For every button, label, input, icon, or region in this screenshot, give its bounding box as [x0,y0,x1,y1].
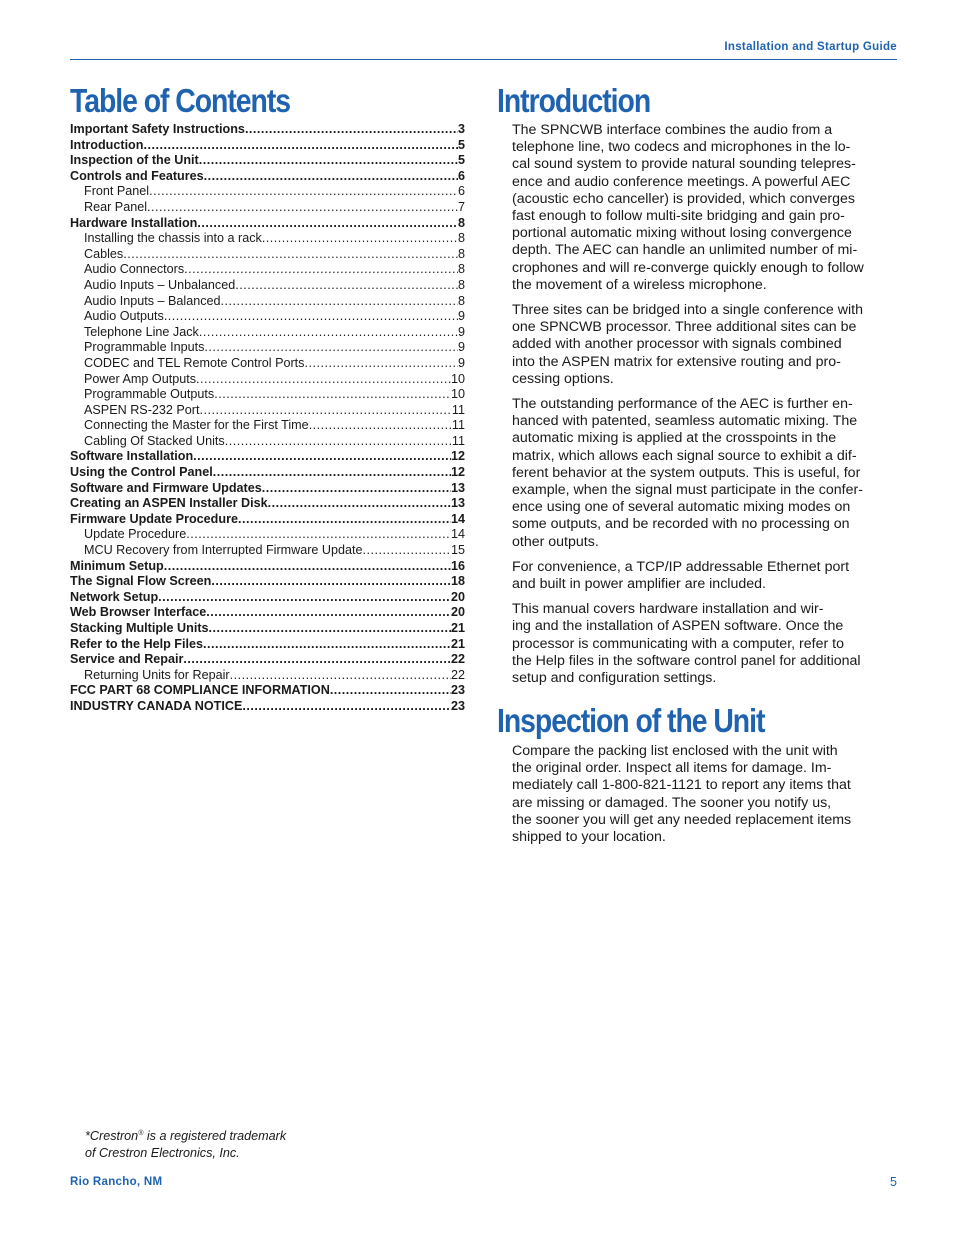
toc-entry-page: 20 [450,605,465,620]
toc-leader-dots [268,496,451,512]
toc-leader-dots [158,590,451,606]
toc-entry-page: 9 [457,324,465,339]
inspection-heading: Inspection of the Unit [497,702,765,739]
toc-subentry [70,340,465,356]
toc-subentry [70,387,465,403]
toc-entry-page: 10 [450,387,465,402]
toc-entry-page: 18 [450,574,465,589]
toc-entry-title: Cabling Of Stacked Units [84,433,225,448]
toc-entry [70,449,465,465]
toc-leader-dots [213,465,451,481]
toc-leader-dots [204,169,458,185]
toc-subentry [70,262,465,278]
toc-entry [70,699,465,715]
toc-leader-dots [214,387,451,403]
footnote-prefix: *Crestron [85,1129,139,1144]
toc-entry-page: 23 [450,698,465,713]
toc-entry-title: FCC PART 68 COMPLIANCE INFORMATION [70,683,330,698]
trademark-footnote [85,1126,286,1161]
toc-leader-dots [211,574,451,590]
toc-entry [70,512,465,528]
toc-subentry [70,294,465,310]
toc-entry-page: 10 [450,371,465,386]
toc-entry-page: 8 [457,246,465,261]
toc-subentry [70,356,465,372]
toc-leader-dots [238,512,451,528]
toc-entry-title: Network Setup [70,589,159,604]
toc-entry-page: 14 [450,527,465,542]
toc-entry-title: Programmable Outputs [84,387,215,402]
toc-entry-page: 20 [450,589,465,604]
toc-leader-dots [245,122,458,138]
inspection-paragraph: Compare the packing list enclosed with the unit with the original order. Inspect all items for damage. Im- mediately call 1-800-821-1121 to report any items that are missing or damaged. The sooner you notify us, the sooner you will get any needed replacement items shipped to your location. [512,743,852,846]
toc-leader-dots [200,403,452,419]
footer-location: Rio Rancho, NM [70,1176,163,1188]
toc-leader-dots [123,247,458,263]
toc-entry [70,559,465,575]
toc-entry-page: 11 [451,433,465,448]
toc-subentry [70,668,465,684]
toc-leader-dots [304,356,458,372]
toc-entry-title: Important Safety Instructions [70,122,245,136]
introduction-body [512,122,900,695]
toc-leader-dots [147,200,458,216]
toc-subentry [70,309,465,325]
toc-leader-dots [330,683,451,699]
toc-entry-title: Audio Outputs [84,309,164,324]
toc-subentry [70,418,465,434]
toc-entry-title: Minimum Setup [70,558,164,573]
toc-entry [70,683,465,699]
toc-entry-title: Telephone Line Jack [84,324,199,339]
toc-entry-title: Cables [84,246,124,261]
toc-entry-title: Controls and Features [70,168,204,183]
toc-entry [70,590,465,606]
toc-leader-dots [164,309,458,325]
toc-entry [70,216,465,232]
toc-entry-title: Service and Repair [70,652,184,667]
toc-entry-page: 23 [450,683,465,698]
toc-entry-title: Firmware Update Procedure [70,511,238,526]
toc-leader-dots [203,637,451,653]
toc-entry-page: 22 [450,667,465,682]
toc-entry-page: 12 [450,449,465,464]
toc-entry-title: Installing the chassis into a rack [84,231,262,246]
toc-entry-title: Update Procedure [84,527,187,542]
toc-entry-title: Audio Inputs – Balanced [84,293,221,308]
running-header: Installation and Startup Guide [724,41,897,53]
table-of-contents [70,122,465,715]
toc-entry [70,465,465,481]
footnote-line1: is a registered trademark [143,1129,287,1144]
toc-entry-title: MCU Recovery from Interrupted Firmware Update [84,543,363,558]
introduction-paragraph: The SPNCWB interface combines the audio from a telephone line, two codecs and microphones in the lo- cal sound system to provide natural sounding telepres- ence and audio conference meetings. A powerful AEC (acoustic echo canceller) is provided, which converges fast enough to follow multi-site bridging and gain pro- portional automatic mixing without losing convergence depth. The AEC can handle an unlimited number of mi- crophones and will re-converge quickly enough to follow the movement of a wireless microphone. [512,122,864,293]
toc-entry-page: 5 [457,137,465,152]
toc-leader-dots [143,138,458,154]
toc-entry-title: The Signal Flow Screen [70,574,212,589]
toc-entry-page: 21 [450,636,465,651]
introduction-paragraph: Three sites can be bridged into a single conference with one SPNCWB processor. Three additional sites can be added with another processor with signals combined into the ASPEN matrix for extensive routing and pro- cessing options. [512,302,863,387]
toc-entry-title: Audio Connectors [84,262,185,277]
toc-leader-dots [193,449,451,465]
toc-entry-title: Audio Inputs – Unbalanced [84,277,236,292]
toc-subentry [70,247,465,263]
toc-entry [70,122,465,138]
toc-leader-dots [230,668,451,684]
toc-subentry [70,325,465,341]
toc-entry-title: Using the Control Panel [70,465,213,480]
toc-entry-title: Rear Panel [84,199,148,214]
toc-entry [70,637,465,653]
toc-subentry [70,543,465,559]
toc-subentry [70,200,465,216]
toc-entry-title: Software and Firmware Updates [70,480,262,495]
toc-entry-title: Programmable Inputs [84,340,205,355]
toc-entry-page: 13 [450,480,465,495]
toc-subentry [70,527,465,543]
toc-entry-page: 21 [450,621,465,635]
toc-entry-page: 15 [450,543,465,558]
toc-entry-page: 3 [457,122,465,136]
introduction-heading: Introduction [497,82,651,119]
toc-leader-dots [149,184,458,200]
toc-entry-page: 8 [457,262,465,277]
toc-subentry [70,403,465,419]
toc-entry-page: 11 [451,418,465,433]
toc-leader-dots [206,605,451,621]
toc-entry-title: Connecting the Master for the First Time [84,418,309,433]
toc-leader-dots [183,652,451,668]
page-number: 5 [890,1175,897,1189]
toc-leader-dots [199,153,458,169]
toc-entry-title: Software Installation [70,449,194,464]
toc-entry-title: CODEC and TEL Remote Control Ports [84,355,305,370]
toc-entry-title: INDUSTRY CANADA NOTICE [70,698,243,713]
toc-leader-dots [262,481,451,497]
toc-leader-dots [309,418,452,434]
toc-entry-title: Power Amp Outputs [84,371,196,386]
toc-entry [70,169,465,185]
toc-entry-title: Hardware Installation [70,215,198,230]
toc-leader-dots [186,527,451,543]
toc-entry [70,496,465,512]
toc-entry-page: 5 [457,153,465,168]
footnote-line2: of Crestron Electronics, Inc. [85,1145,240,1160]
toc-entry [70,574,465,590]
toc-heading: Table of Contents [70,82,291,119]
toc-leader-dots [363,543,451,559]
toc-entry [70,138,465,154]
toc-leader-dots [235,278,458,294]
toc-entry-title: Introduction [70,137,144,152]
toc-leader-dots [204,340,458,356]
toc-entry-page: 8 [457,215,465,230]
toc-entry-page: 11 [451,402,465,417]
toc-entry-page: 6 [457,168,465,183]
toc-subentry [70,278,465,294]
toc-leader-dots [225,434,452,450]
toc-subentry [70,184,465,200]
toc-entry-page: 14 [450,511,465,526]
toc-entry-page: 16 [450,558,465,573]
toc-entry-title: Inspection of the Unit [70,153,199,168]
toc-entry-page: 6 [457,184,465,199]
toc-entry-page: 13 [450,496,465,511]
introduction-paragraph: The outstanding performance of the AEC is further en- hanced with patented, seamless automatic mixing. The automatic mixing is applied at the crosspoints in the matrix, which allows each signal source to exhibit a dif- ferent behavior at the system outputs. This is useful, for example, when the signal must participate in the confer- ence using one of several automatic mixing modes on some outputs, and be recorded with no processing on other outputs. [512,396,863,550]
toc-leader-dots [242,699,451,715]
toc-entry-page: 8 [457,277,465,292]
toc-leader-dots [199,325,458,341]
toc-entry-title: Stacking Multiple Units [70,621,209,635]
toc-entry-page: 22 [450,652,465,667]
toc-leader-dots [164,559,451,575]
toc-entry-title: Refer to the Help Files [70,636,203,651]
toc-subentry [70,231,465,247]
toc-entry-title: ASPEN RS-232 Port [84,402,200,417]
inspection-body [512,743,900,854]
toc-entry-page: 8 [457,231,465,246]
header-divider [70,59,897,60]
toc-entry-page: 12 [450,465,465,480]
toc-entry [70,153,465,169]
toc-entry-title: Returning Units for Repair [84,667,230,682]
toc-entry-page: 7 [457,199,465,214]
toc-subentry [70,434,465,450]
toc-leader-dots [196,372,451,388]
toc-leader-dots [209,621,451,637]
toc-entry-page: 9 [457,340,465,355]
toc-entry [70,621,465,637]
toc-leader-dots [221,294,458,310]
toc-leader-dots [197,216,458,232]
toc-entry-title: Creating an ASPEN Installer Disk [70,496,268,511]
toc-entry [70,652,465,668]
toc-entry-title: Front Panel [84,184,150,199]
toc-entry [70,481,465,497]
toc-subentry [70,372,465,388]
toc-entry-page: 8 [457,293,465,308]
toc-entry-page: 9 [457,309,465,324]
introduction-paragraph: This manual covers hardware installation and wir- ing and the installation of ASPEN software. Once the processor is communicating with a computer, refer to the Help files in the software control panel for additional setup and configuration settings. [512,601,861,687]
toc-entry-page: 9 [457,355,465,370]
toc-leader-dots [262,231,458,247]
introduction-paragraph: For convenience, a TCP/IP addressable Ethernet port and built in power amplifier are included. [512,558,850,593]
registered-mark: ® [138,1130,144,1137]
toc-entry [70,605,465,621]
toc-leader-dots [184,262,458,278]
toc-entry-title: Web Browser Interface [70,605,207,620]
